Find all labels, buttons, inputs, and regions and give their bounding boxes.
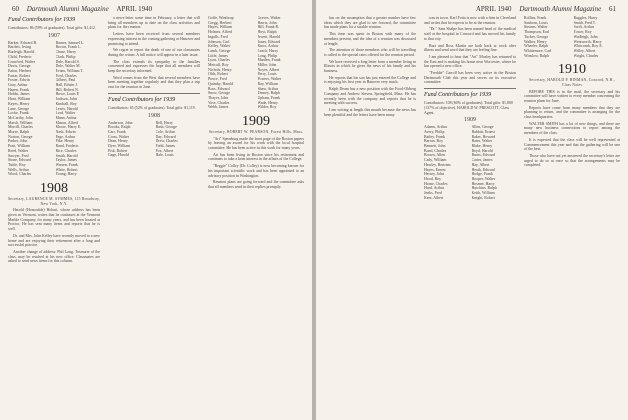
- contributor-list: [524, 16, 620, 58]
- contributor-name: Young, Harry: [55, 172, 77, 177]
- contributor-name: Lord, Walter: [55, 111, 76, 116]
- contributor-name: Adams, Arthur: [424, 125, 448, 130]
- divider: [108, 93, 200, 94]
- contributor-name: Gregg, Herbert: [208, 20, 232, 25]
- right-issue-date: APRIL 1940: [475, 5, 512, 13]
- contributor-name: Stearns, Walter: [524, 25, 548, 30]
- note-paragraph: We have received a long letter from a member living in Illinois in which he gives the news of his family and his business.: [324, 59, 416, 74]
- contributor-name: Tucker, George: [524, 34, 549, 39]
- note-paragraph: was in town. Karl Fotta is now with a firm in Cleveland and writes that he expects to be at the reunion.: [424, 16, 516, 25]
- contributor-name: Hood, Roy: [424, 176, 442, 181]
- note-paragraph: Reports have come from many members that they are planning to return, and the committee is arranging for the class headquarters.: [524, 105, 620, 120]
- contributor-name: Gage, Harold: [108, 153, 129, 158]
- contributor-name: Burleigh, Harold: [8, 50, 35, 55]
- contributor-name: Pike, Henry: [55, 139, 75, 144]
- contributor-name: Wadleigh, John: [573, 34, 598, 39]
- fund-year: 1907: [48, 32, 60, 39]
- left-column-2: [108, 16, 200, 416]
- contributor-name: Kent, Albert: [424, 195, 444, 200]
- contributor-name: Davis, George: [8, 64, 31, 69]
- contributor-name: Ray, William: [257, 81, 278, 86]
- contributor-name: Hayes, William: [208, 25, 233, 30]
- contributor-name: Metcalf, Roy: [208, 63, 229, 68]
- contributor-name: Hay, Albert: [471, 162, 490, 167]
- note-paragraph: Those who have not yet answered the secretary's letter are urged to do so at once so that the arrangements may be completed.: [524, 153, 620, 168]
- note-paragraph: It is expected that the class will be well represented at Commencement this year and that the gathering will be one of the best.: [524, 137, 620, 152]
- contributor-name: Nash, Edwin: [55, 130, 76, 135]
- fund-note: Contributors: 86 (59% of graduates). Total gifts: $1,412.: [8, 26, 96, 30]
- fund-year: 1909: [464, 117, 476, 124]
- contributor-name: Willey, Albert: [573, 48, 596, 53]
- contributor-name: Knox, Arthur: [257, 44, 279, 49]
- contributor-name: Barker, Edward B.: [8, 40, 38, 45]
- contributor-name: Hooper, Walter: [471, 176, 496, 181]
- right-column-3: [524, 16, 620, 416]
- contributor-name: Taylor, James: [55, 158, 77, 163]
- note-paragraph: "Freddie" Carroll has been very active in the Boston Dartmouth Club this year and serves on its executive committee.: [424, 71, 516, 85]
- note-paragraph: BEFORE THIS is in the mail, the secretary and his committee will have written to every member concerning the reunion plans for June.: [524, 89, 620, 103]
- contributor-name: Wells, Arthur: [8, 167, 29, 172]
- right-page-number: 61: [609, 5, 616, 13]
- contributor-name: Burns, Edward: [471, 153, 495, 158]
- left-issue-date: APRIL 1940: [116, 5, 153, 13]
- note-paragraph: "Art" Spearburg made the front page of the Boston papers by leaving an award for his work with the local hospital committee. He has been active in this work for many years.: [208, 136, 304, 151]
- contributor-name: Jackson, John: [55, 97, 78, 102]
- left-column-3: [208, 16, 304, 416]
- note-paragraph: a news-letter some time in February, a letter that will bring all members up to date on the class activities and plans for the reunion.: [108, 16, 200, 30]
- contributor-name: Fisk, Robert: [108, 148, 128, 153]
- contributor-name: Rice, Charles: [55, 148, 77, 153]
- contributor-name: Bates, Walter: [471, 139, 493, 144]
- contributor-name: Pratt, William: [8, 144, 30, 149]
- contributor-name: Dean, Henry: [108, 139, 128, 144]
- contributor-name: Marden, Frank: [257, 58, 281, 63]
- contributor-name: Marsh, William: [8, 120, 33, 125]
- note-paragraph: Ralph Deam has a new position with the Food-Ohberg Company and Andrew Steven, Springfield, Mass. He has recently been with the company and reports that he is meeting with success.: [324, 87, 416, 106]
- contributor-name: Day, Edward: [155, 134, 176, 139]
- right-page: [316, 0, 628, 420]
- contributor-name: Thayer, John: [208, 95, 229, 100]
- contributor-name: Crawford, Walter: [8, 59, 36, 64]
- contributor-name: Dole, Walter M.: [55, 64, 81, 69]
- contributor-name: Kelley, Walter: [208, 44, 231, 49]
- contributor-name: Lyon, Charles: [208, 58, 230, 63]
- left-page: [0, 0, 312, 420]
- contributor-name: Miller, John: [257, 63, 277, 68]
- contributor-name: Knight, Robert: [471, 195, 495, 200]
- contributor-name: Bond, Charles: [424, 148, 447, 153]
- contributor-name: Horne, Charles: [424, 181, 448, 186]
- contributor-name: Sanborn, Louis: [524, 20, 548, 25]
- contributor-name: Bartlett, Irving: [8, 45, 32, 50]
- contributor-name: Gilbert, Paul: [55, 78, 76, 83]
- contributor-name: Blake, Henry: [471, 144, 493, 149]
- contributor-name: Wentworth, Harry: [573, 39, 602, 44]
- contributor-name: Bush, George: [155, 125, 177, 130]
- contributor-name: Hurd, Arthur: [424, 186, 445, 191]
- note-paragraph: "Reggie" Colley (Dr. Colley) is now becoming known for his important scientific work and has been appointed to an advisory position in Washington.: [208, 164, 304, 178]
- contributor-name: Brown, Allen: [424, 153, 445, 158]
- contributor-name: Olds, Robert: [208, 72, 228, 77]
- note-paragraph: Art has been living in Boston since his retirement and continues to take a keen interest in the affairs of the College.: [208, 152, 304, 162]
- contributor-name: Powers, Walter: [257, 77, 282, 82]
- class-notes: [8, 208, 100, 264]
- contributor-name: Hutchins, Ralph: [471, 186, 497, 191]
- contributor-name: Keith, William: [471, 191, 495, 196]
- contributor-name: Dyer, William: [108, 144, 131, 149]
- contributor-name: Bennett, John: [424, 144, 446, 149]
- contributor-name: Bell, Harry: [155, 120, 174, 125]
- fund-note: Contributors: 108 (60% of graduates). Total gifts: $1,800 (137% of objective). HAROLD W. PRESCOTT, Class Agent.: [424, 101, 513, 115]
- contributor-name: Kimball, Roy: [55, 101, 77, 106]
- note-paragraph: This time was spent in Boston with many of the members present, and the idea of a reunion was discussed at length.: [324, 32, 416, 46]
- contributor-name: Hawley, Bertram: [424, 162, 451, 167]
- left-column-1: [8, 16, 100, 416]
- contributor-name: Parker, John: [8, 139, 28, 144]
- contributor-name: Anderson, John: [108, 120, 133, 125]
- contributor-name: Carr, Frank: [108, 129, 126, 134]
- contributor-name: Hall, Edwin J.: [55, 83, 78, 88]
- contributor-name: Rollins, Frank: [524, 16, 547, 20]
- class-notes: [424, 16, 516, 85]
- contributor-name: Tower, Roy: [573, 30, 592, 35]
- contributor-name: Tuttle, Roy: [8, 162, 26, 167]
- contributor-name: Lane, George: [8, 106, 30, 111]
- contributor-name: Field, James: [155, 144, 175, 149]
- contributor-name: Jones, Edward: [257, 39, 281, 44]
- contributor-name: Wade, Henry: [257, 100, 278, 105]
- fund-heading: Fund Contributors for 1939: [8, 17, 76, 23]
- class-year-heading: 1909: [242, 114, 270, 130]
- contributor-name: Evans, William T.: [55, 68, 84, 73]
- note-paragraph: has on the assumption that a greater number have few ideas which they are glad to see forward, the committee has made plans for a sizable reunion.: [324, 16, 416, 30]
- contributor-name: Wood, Charles: [8, 172, 32, 177]
- contributor-name: Foster, Edwin: [8, 78, 30, 83]
- contributor-name: Johnson, Carl: [208, 39, 230, 44]
- contributor-name: Ford, Charles: [55, 73, 77, 78]
- right-running-head: [470, 5, 622, 13]
- contributor-name: Hazen, Frank: [8, 87, 29, 92]
- contributor-list: [208, 16, 304, 110]
- contributor-name: Jewett, Harold: [257, 34, 281, 39]
- contributor-name: Merrill, Charles: [8, 125, 33, 130]
- contributor-name: Webb, James: [208, 105, 229, 110]
- contributor-name: Whitcomb, Roy E.: [573, 44, 603, 49]
- contributor-name: Farrar, Robert: [8, 73, 30, 78]
- note-paragraph: Dr. and Mrs. John Kelley have recently moved to a new home and are enjoying their retirement after a long and successful practice.: [8, 233, 100, 248]
- contributor-name: Moore, Harry E.: [55, 125, 82, 130]
- left-page-number: 60: [12, 5, 19, 13]
- contributor-name: Howe, Louis P.: [55, 92, 80, 97]
- contributor-name: Dale, Harold S.: [55, 59, 80, 64]
- contributor-name: Bailey, Frank: [424, 134, 445, 139]
- contributor-name: Boyd, Harold: [471, 148, 493, 153]
- contributor-name: Stone, Edward: [8, 158, 31, 163]
- note-paragraph: Burt and Ross Martin are both back at work after illness and send word that they are feeling fine.: [424, 43, 516, 53]
- contributor-name: Warren, Frank: [55, 162, 78, 167]
- contributor-name: Brown, Frank L.: [55, 45, 82, 50]
- contributor-name: Chase, Harry: [55, 50, 77, 55]
- note-paragraph: "Dr." Sam Shalpe has been named head of the medical staff at the hospital in Concord and has moved his family to that city.: [424, 27, 516, 41]
- contributor-name: Goffe, Winthrop: [208, 16, 234, 20]
- contributor-name: Carter, James: [471, 158, 493, 163]
- class-secretary: Secretary, HAROLD P. HINMAN, Concord, N.H., Class Notes: [529, 78, 615, 87]
- contributor-list: [424, 125, 516, 200]
- class-notes: [208, 137, 304, 190]
- note-paragraph: WALTER SMITH has a lot of new things, and there are many new business connections to report among the members of the class.: [524, 121, 620, 136]
- right-column-1: [324, 16, 416, 416]
- contributor-name: Pierce, Fred: [208, 77, 227, 82]
- contributor-list: [108, 121, 200, 159]
- contributor-name: Lewis, Harold: [55, 106, 78, 111]
- contributor-name: Child, Frederic: [8, 54, 32, 59]
- contributor-name: Wilder, Roy: [257, 105, 277, 110]
- contributor-name: Hobbs, James: [8, 92, 30, 97]
- note-paragraph: Reunion plans are going forward and the committee asks that all members send in their replies promptly.: [208, 180, 304, 189]
- contributor-name: Graves, Walter: [257, 16, 281, 20]
- left-running-head: [6, 5, 158, 13]
- contributor-name: Cady, William: [424, 158, 447, 163]
- class-secretary: Secretary, LAURENCE M. SYMMES, 115 Broadway, New York, N.Y.: [8, 197, 100, 206]
- contributor-name: Brooks, Ralph: [108, 125, 131, 130]
- class-notes: [108, 16, 200, 90]
- contributor-name: Leach, Harry: [257, 48, 279, 53]
- contributor-name: Tenney, Ralph: [257, 91, 280, 96]
- contributor-name: Smith, Harold: [55, 153, 78, 158]
- contributor-name: Barton, Roy: [424, 139, 444, 144]
- contributor-name: Hoyt, Ralph: [257, 30, 277, 35]
- contributor-name: Shaw, Arthur: [257, 86, 278, 91]
- left-magazine-title: Dartmouth Alumni Magazine: [26, 5, 109, 13]
- contributor-name: Barnes, Samuel L.: [55, 40, 85, 45]
- note-paragraph: We regret to report the death of one of our classmates during the winter. A full notice will appear in a later issue.: [108, 48, 200, 57]
- note-paragraph: I am writing at length this month because the news has been plentiful and the letters have been many.: [324, 107, 416, 117]
- contributor-name: Ingalls, Fred: [208, 34, 228, 39]
- contributor-name: Swift, Arthur: [573, 25, 595, 30]
- class-secretary: Secretary, ROBERT W. PEARSON, Forest Hills, Mass.: [208, 130, 304, 135]
- note-paragraph: Letters have been received from several members expressing interest in the coming gathering at Hanover and promising to attend.: [108, 32, 200, 46]
- note-paragraph: Word comes from the West that several members have been meeting together regularly and that they plan a trip east for the reunion in June.: [108, 75, 200, 90]
- right-column-2: [424, 16, 516, 416]
- contributor-name: McCarthy, John: [8, 115, 33, 120]
- class-notes: [524, 90, 620, 169]
- contributor-list: [8, 41, 100, 177]
- note-paragraph: I am pleased to hear that "Art" Mozley has returned to the East and is making his home near Worcester, where he has opened a new office.: [424, 54, 516, 69]
- contributor-name: Locke, Frank: [8, 111, 29, 116]
- contributor-name: Rand, Frederic: [55, 144, 79, 149]
- contributor-name: Wheeler, Ralph: [524, 44, 549, 49]
- fund-heading: Fund Contributors for 1939: [108, 96, 176, 103]
- note-paragraph: The attention of those members who will be travelling is called to the special rates offered for the reunion period.: [324, 48, 416, 57]
- contributor-name: Winslow, Ralph: [524, 53, 549, 58]
- contributor-name: Nichols, Henry: [208, 67, 232, 72]
- contributor-name: Jenks, Fred: [424, 191, 442, 196]
- contributor-name: Clark, Philip: [55, 54, 76, 59]
- note-paragraph: The class extends its sympathy to the families concerned and expresses the hope that all members will keep the secretary informed.: [108, 59, 200, 74]
- contributor-name: Hosmer, Harry: [471, 181, 495, 186]
- contributor-name: Norton, George: [8, 134, 33, 139]
- class-notes: [324, 16, 416, 117]
- contributor-name: Hersey, John: [424, 172, 445, 177]
- contributor-name: Lamb, George: [208, 48, 231, 53]
- contributor-name: Keyes, Henry: [8, 101, 30, 106]
- contributor-name: Ruggles, Harry: [573, 16, 598, 20]
- contributor-name: Holmes, Alfred: [208, 30, 232, 35]
- contributor-name: Thompson, Earl: [524, 30, 550, 35]
- contributor-name: Mason, Alfred: [55, 120, 78, 125]
- contributor-name: Snow, George: [208, 91, 230, 96]
- contributor-name: Smith, Fred T.: [573, 20, 596, 25]
- contributor-name: Upham, Frank: [257, 95, 280, 100]
- contributor-name: Mann, Arthur: [55, 115, 77, 120]
- divider: [424, 88, 516, 89]
- contributor-name: Hayes, Ernest: [424, 167, 446, 172]
- contributor-name: Eaton, Herbert: [8, 68, 31, 73]
- contributor-name: Fox, Albert: [155, 148, 174, 153]
- fund-note: Contributors: 65 (52% of graduates). Total gifts: $1,119.: [108, 105, 196, 110]
- contributor-name: Allen, George: [471, 125, 494, 130]
- contributor-name: Hunt, William: [8, 97, 31, 102]
- right-magazine-title: Dartmouth Alumni Magazine: [519, 5, 602, 13]
- contributor-name: Quimby, Harold: [208, 81, 234, 86]
- class-year-heading: 1910: [558, 62, 586, 78]
- contributor-name: Walker, Henry: [524, 39, 547, 44]
- note-paragraph: He reports that his son has just entered the College and is enjoying his first year in Hanover very much.: [324, 75, 416, 85]
- contributor-name: Hill, Robert N.: [55, 87, 79, 92]
- note-paragraph: Harold (Honorable) Hobart, whose address has been given as Vermont, writes that he continues at the Vermont Marble Company, for many years, and has been located at Proctor. He has sent many items and reports that he is well.: [8, 208, 100, 232]
- contributor-name: Perry, Louis: [257, 72, 277, 77]
- contributor-name: Heath, Edward: [471, 167, 495, 172]
- contributor-name: Hodge, Frank: [471, 172, 493, 177]
- contributor-name: Wright, Charles: [573, 53, 599, 58]
- contributor-name: Baker, Howard: [471, 134, 496, 139]
- contributor-name: Avery, Philip: [424, 129, 445, 134]
- contributor-name: Cole, Arthur: [155, 129, 175, 134]
- contributor-name: Sawyer, Fred: [8, 153, 29, 158]
- contributor-name: Babbitt, Ernest: [471, 129, 495, 134]
- contributor-name: Ross, Edward: [208, 86, 230, 91]
- contributor-name: Hale, Louis: [155, 153, 174, 158]
- class-year-heading: 1908: [40, 181, 68, 197]
- note-paragraph: Another change of address: Phil Long, Treasurer of the class, may be reached at his new office. Classmates are asked to send news items for this column.: [8, 249, 100, 264]
- contributor-name: Long, Philip: [257, 53, 277, 58]
- contributor-name: Vose, Charles: [208, 100, 230, 105]
- contributor-name: Harris, John: [257, 20, 277, 25]
- contributor-name: Morse, Ralph: [8, 130, 30, 135]
- contributor-name: Whittemore, Carl: [524, 48, 552, 53]
- contributor-name: Gray, Arthur: [8, 83, 28, 88]
- contributor-name: Drew, Charles: [155, 139, 178, 144]
- contributor-name: Reed, Walter: [8, 148, 29, 153]
- contributor-name: Noyes, Albert: [257, 67, 280, 72]
- contributor-name: Page, Arthur: [55, 134, 76, 139]
- fund-heading: Fund Contributors for 1939: [424, 92, 492, 99]
- contributor-name: Cross, Walter: [108, 134, 130, 139]
- fund-year: 1908: [148, 112, 160, 119]
- contributor-name: Little, James: [208, 53, 228, 58]
- contributor-name: White, Robert: [55, 167, 78, 172]
- contributor-name: Hill, Frank R.: [257, 25, 280, 30]
